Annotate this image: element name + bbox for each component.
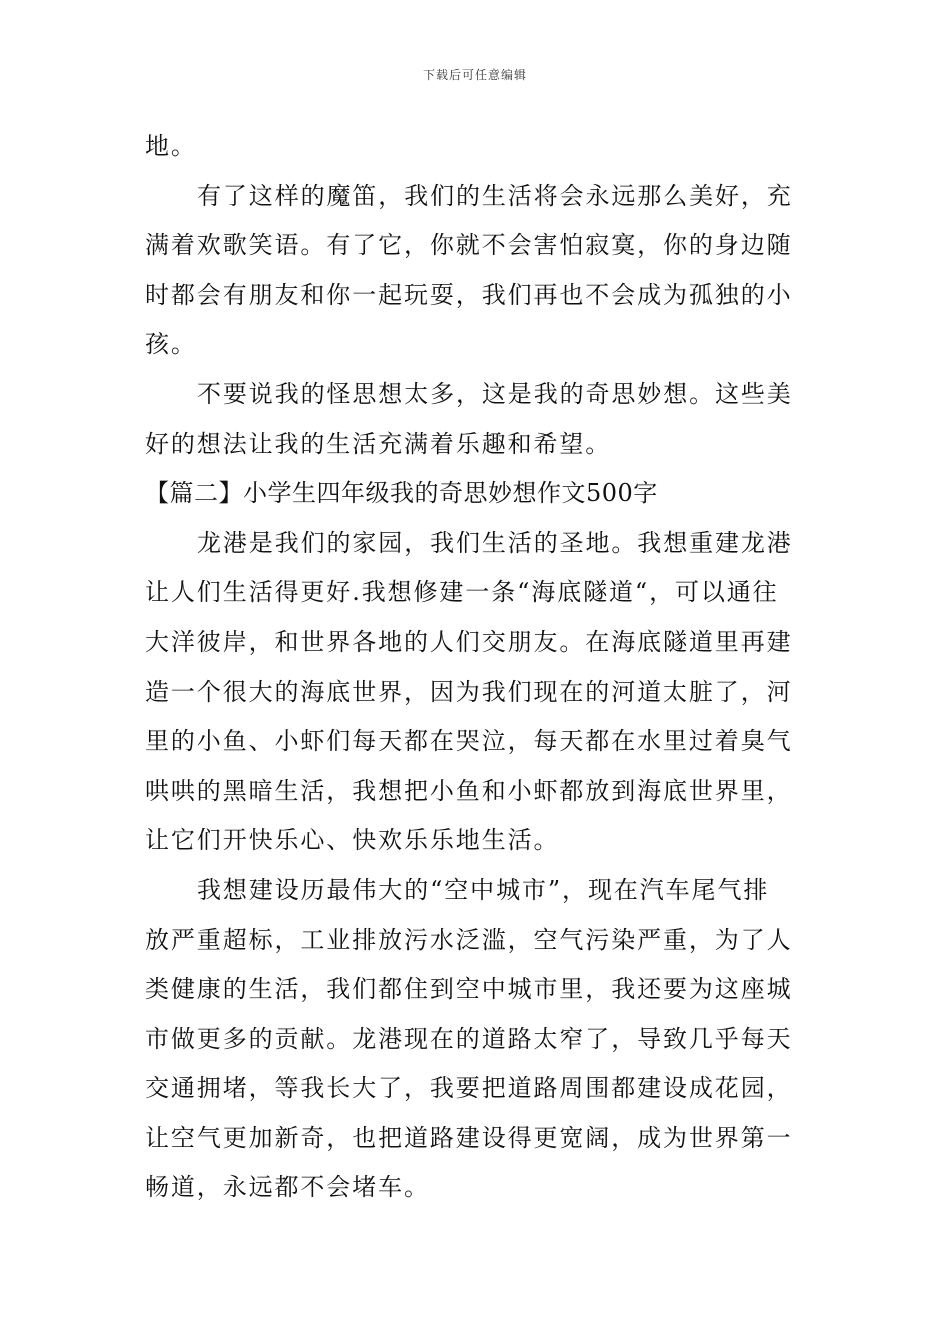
text-line: 好的想法让我的生活充满着乐趣和希望。 (145, 429, 612, 458)
text-line: 地。 (145, 132, 197, 160)
page-header-note: 下载后可任意编辑 (422, 68, 527, 82)
text-line: 孩。 (145, 330, 197, 359)
text-line: 大洋彼岸，和世界各地的人们交朋友。在海底隧道里再建 (145, 627, 793, 656)
text-line: 类健康的生活，我们都住到空中城市里，我还要为这座城 (145, 975, 793, 1004)
paragraph-start-line: 我想建设历最伟大的“空中城市”，现在汽车尾气排 (197, 875, 770, 904)
text-line: 让人们生活得更好.我想修建一条“海底隧道“，可以通往 (145, 578, 779, 607)
text-line: 放严重超标，工业排放污水泛滥，空气污染严重，为了人 (145, 925, 793, 954)
text-line: 造一个很大的海底世界，因为我们现在的河道太脏了，河 (145, 677, 793, 706)
text-line: 让空气更加新奇，也把道路建设得更宽阔，成为世界第一 (145, 1123, 793, 1152)
text-line: 让它们开快乐心、快欢乐乐地生活。 (145, 826, 560, 855)
section-heading: 【篇二】小学生四年级我的奇思妙想作文500字 (145, 479, 658, 508)
text-line: 哄哄的黑暗生活，我想把小鱼和小虾都放到海底世界里， (145, 776, 793, 805)
text-line: 满着欢歌笑语。有了它，你就不会害怕寂寞，你的身边随 (145, 231, 793, 260)
text-line: 交通拥堵，等我长大了，我要把道路周围都建设成花园， (145, 1074, 793, 1103)
paragraph-start-line: 不要说我的怪思想太多，这是我的奇思妙想。这些美 (197, 379, 793, 408)
text-line: 市做更多的贡献。龙港现在的道路太窄了，导致几乎每天 (145, 1024, 793, 1053)
text-line: 畅道，永远都不会堵车。 (145, 1173, 430, 1202)
text-line: 里的小鱼、小虾们每天都在哭泣，每天都在水里过着臭气 (145, 727, 793, 756)
text-line: 时都会有朋友和你一起玩耍，我们再也不会成为孤独的小 (145, 280, 793, 309)
document-body (145, 122, 815, 1213)
paragraph-start-line: 龙港是我们的家园，我们生活的圣地。我想重建龙港 (197, 528, 793, 557)
paragraph-start-line: 有了这样的魔笛，我们的生活将会永远那么美好，充 (197, 181, 793, 210)
